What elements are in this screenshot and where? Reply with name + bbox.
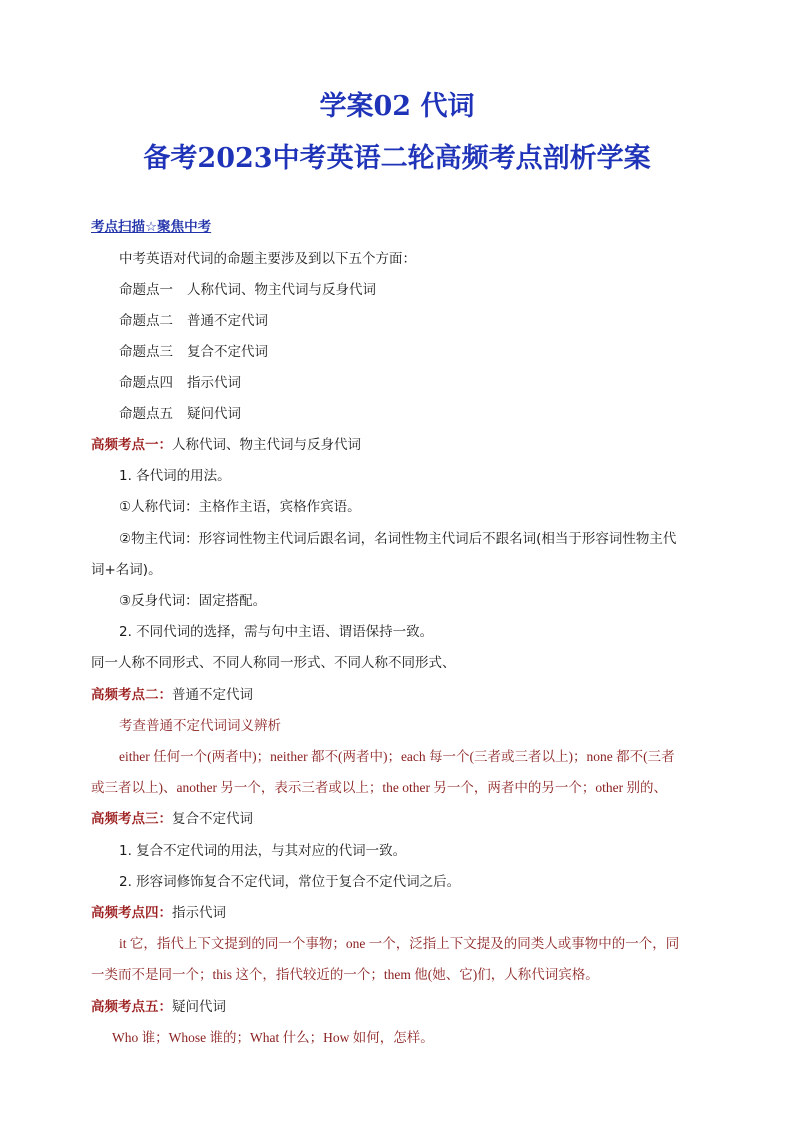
- paragraph-line: ①人称代词：主格作主语，宾格作宾语。: [119, 499, 361, 515]
- section-heading: [91, 686, 253, 704]
- section-title: 普通不定代词: [172, 687, 253, 703]
- point-text: 指示代词: [187, 375, 241, 391]
- paragraph-line: 1. 复合不定代词的用法，与其对应的代词一致。: [119, 843, 407, 859]
- section-heading: [91, 904, 226, 922]
- section-label: 高频考点一：: [91, 437, 172, 453]
- scan-point: [119, 312, 268, 330]
- paragraph-line: either 任何一个(两者中)；neither 都不(两者中)；each 每一个(三者或三者以上)；none 都不(三者: [119, 749, 675, 764]
- point-label: 命题点一: [119, 282, 173, 298]
- section-label: 高频考点五：: [91, 999, 172, 1015]
- paragraph-line: 1. 各代词的用法。: [119, 468, 231, 484]
- point-text: 复合不定代词: [187, 344, 268, 360]
- paragraph-line: 2. 形容词修饰复合不定代词，常位于复合不定代词之后。: [119, 874, 461, 890]
- scan-heading: 考点扫描☆聚焦中考: [91, 219, 212, 235]
- paragraph-line: ②物主代词：形容词性物主代词后跟名词，名词性物主代词后不跟名词(相当于形容词性物主代: [119, 531, 677, 547]
- section-title: 复合不定代词: [172, 811, 253, 827]
- section-heading: [91, 436, 361, 454]
- scan-intro: 中考英语对代词的命题主要涉及到以下五个方面：: [119, 251, 416, 267]
- paragraph-line: 同一人称不同形式、不同人称同一形式、不同人称不同形式、: [91, 655, 456, 671]
- scan-point: [119, 405, 241, 423]
- section-title: 指示代词: [172, 905, 226, 921]
- section-label: 高频考点二：: [91, 687, 172, 703]
- doc-title: 学案02 代词: [319, 91, 475, 122]
- paragraph-line: it 它，指代上下文提到的同一个事物；one 一个，泛指上下文提及的同类人或事物中的一个，同: [119, 936, 680, 951]
- paragraph-line: 词+名词)。: [91, 562, 162, 578]
- paragraph-line: 2. 不同代词的选择，需与句中主语、谓语保持一致。: [119, 624, 434, 640]
- doc-subtitle: 备考2023中考英语二轮高频考点剖析学案: [143, 143, 651, 174]
- point-label: 命题点三: [119, 344, 173, 360]
- point-label: 命题点二: [119, 313, 173, 329]
- point-text: 疑问代词: [187, 406, 241, 422]
- paragraph-line: ③反身代词：固定搭配。: [119, 593, 267, 609]
- section-label: 高频考点四：: [91, 905, 172, 921]
- paragraph-line: 或三者以上)、another 另一个，表示三者或以上；the other 另一个，两者中的另一个；other 别的、: [91, 780, 667, 795]
- point-text: 普通不定代词: [187, 313, 268, 329]
- paragraph-line: 一类而不是同一个；this 这个，指代较近的一个；them 他(她、它)们，人称代词宾格。: [91, 967, 599, 982]
- scan-point: [119, 281, 376, 299]
- section-label: 高频考点三：: [91, 811, 172, 827]
- paragraph-line: Who 谁；Whose 谁的；What 什么；How 如何，怎样。: [112, 1030, 434, 1045]
- section-title: 人称代词、物主代词与反身代词: [172, 437, 361, 453]
- scan-point: [119, 374, 241, 392]
- scan-point: [119, 343, 268, 361]
- point-label: 命题点五: [119, 406, 173, 422]
- point-text: 人称代词、物主代词与反身代词: [187, 282, 376, 298]
- point-label: 命题点四: [119, 375, 173, 391]
- section-heading: [91, 810, 253, 828]
- section-heading: [91, 998, 226, 1016]
- section-title: 疑问代词: [172, 999, 226, 1015]
- paragraph-line: 考查普通不定代词词义辨析: [119, 718, 281, 734]
